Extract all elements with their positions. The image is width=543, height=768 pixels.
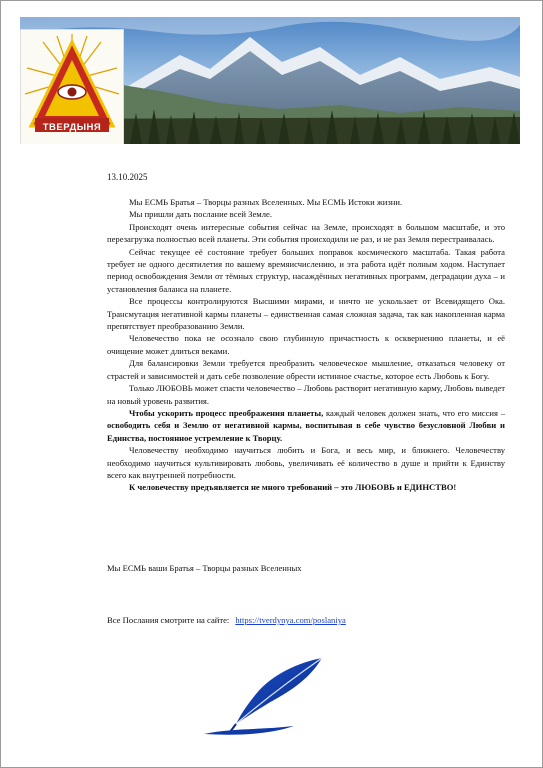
paragraph-3: Происходят очень интересные события сейчас на Земле, происходят в большом масштабе, и это перезагрузка полностью всей планеты. Эти события происходили не раз, и не раз Земля перестраивалась. xyxy=(107,221,505,245)
paragraph-9-bold-end: освободить себя и Землю от негативной кармы, воспитывая в себе чувство безусловной Любви и Единства, постоянное устремление к Творцу. xyxy=(107,420,505,443)
quill-pen-icon xyxy=(200,656,330,738)
paragraph-7: Для балансировки Земли требуется преобразить человеческое мышление, отказаться человеку от страстей и зависимостей и дать себе позволение обрести истинное счастье, которое есть Любовь к Богу. xyxy=(107,358,505,381)
paragraph-1: Мы ЕСМЬ Братья – Творцы разных Вселенных. Мы ЕСМЬ Истоки жизни. xyxy=(129,197,403,207)
document-date: 13.10.2025 xyxy=(107,172,148,182)
paragraph-9 xyxy=(107,407,505,444)
paragraph-2: Мы пришли дать послание всей Земле. xyxy=(129,209,272,220)
paragraph-6: Человечество пока не осознало свою глубинную причастность к осквернению планеты, и её очищение может длиться веками. xyxy=(107,333,505,356)
paragraph-11 xyxy=(107,481,505,493)
logo-text: ТВЕРДЫНЯ xyxy=(42,122,102,133)
footer-label: Все Послания смотрите на сайте: xyxy=(107,615,230,625)
paragraph-11-bold: К человечеству предъявляется не много требований – это ЛЮБОВЬ и ЕДИНСТВО! xyxy=(129,482,457,493)
paragraph-5: Все процессы контролируются Высшими мирами, и ничто не ускользает от Всевидящего Ока. Трансмутация негативной кармы планеты – единственная самая сложная задача, так как накопленная карма препятствует преобразованию Земли. xyxy=(107,296,505,332)
paragraph-10: Человечеству необходимо научиться любить и Бога, и весь мир, и ближнего. Человечеству необходимо научиться культивировать любовь, увеличивать её количество в душе и прийти к Единству всего как внутренней потребности. xyxy=(107,445,505,480)
message-body xyxy=(107,196,505,494)
signature: Мы ЕСМЬ ваши Братья – Творцы разных Вселенных xyxy=(107,563,302,573)
paragraph-8: Только ЛЮБОВЬ может спасти человечество – Любовь растворит негативную карму, Любовь выведет на новый уровень развития. xyxy=(107,383,505,406)
header-banner xyxy=(20,17,520,144)
paragraph-9-middle: каждый человек должен знать, что его миссия – xyxy=(323,407,506,418)
footer-link-line xyxy=(107,615,346,625)
footer-link[interactable]: https://tverdynya.com/poslaniya xyxy=(235,615,346,625)
paragraph-9-bold-start: Чтобы ускорить процесс преображения планеты, xyxy=(129,407,324,418)
tverdynya-logo xyxy=(20,29,124,144)
paragraph-4-text: Сейчас текущее её состояние требует больших поправок космического масштаба. Такая работа требует не одного десятилетия по вашему времяисчислению, и эта работа идёт полным ходом. Наступает период освобождения Земли от тёмных структур, насаждённых негативных программ, деградации духа – и установления баланса на планете. xyxy=(107,246,505,294)
paragraph-4 xyxy=(107,246,505,296)
